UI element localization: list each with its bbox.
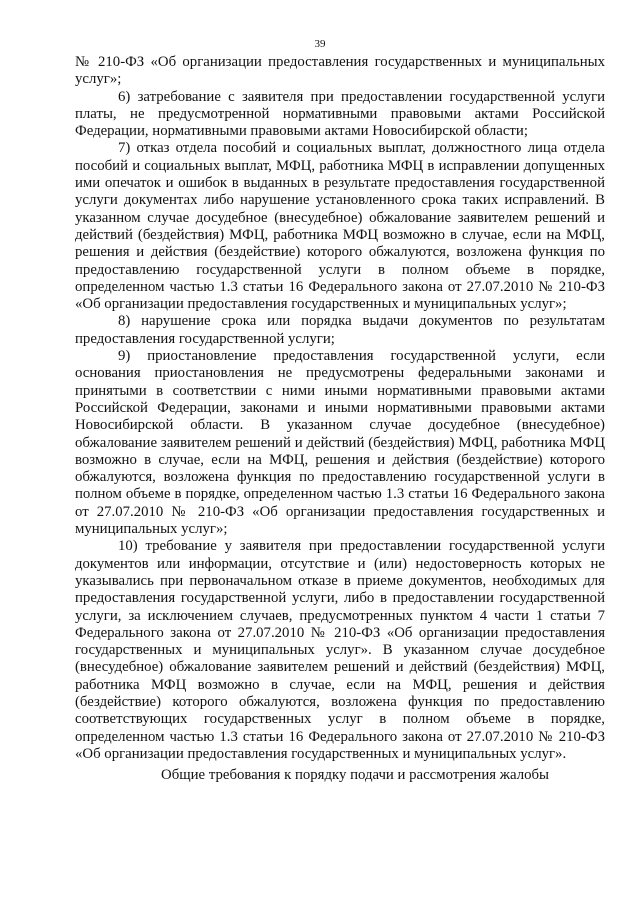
paragraph-item-7: 7) отказ отдела пособий и социальных выплат, должностного лица отдела пособий и социальных выплат, МФЦ, работника МФЦ в исправлении допущенных ими опечаток и ошибок в выданных в результате предоставления государственной услуги документах либо нарушение установленного срока таких исправлений. В указанном случае досудебное (внесудебное) обжалование заявителем решений и действий (бездействия) МФЦ, работника МФЦ возможно в случае, если на МФЦ, решения и действия (бездействие) которого обжалуются, возложена функция по предоставлению государственной услуги в полном объеме в порядке, определенном частью 1.3 статьи 16 Федерального закона от 27.07.2010 № 210-ФЗ «Об организации предоставления государственных и муниципальных услуг»;	[75, 140, 605, 313]
paragraph-item-8: 8) нарушение срока или порядка выдачи документов по результатам предоставления государственной услуги;	[75, 313, 605, 347]
paragraph-item-6: 6) затребование с заявителя при предоставлении государственной услуги платы, не предусмотренной нормативными правовыми актами Российской Федерации, нормативными правовыми актами Новосибирской области;	[75, 88, 605, 140]
paragraph-item-10: 10) требование у заявителя при предоставлении государственной услуги документов или информации, отсутствие и (или) недостоверность которых не указывались при первоначальном отказе в приеме документов, необходимых для предоставления государственной услуги, либо в предоставлении государственной услуги, за исключением случаев, предусмотренных пунктом 4 части 1 статьи 7 Федерального закона от 27.07.2010 № 210-ФЗ «Об организации предоставления государственных и муниципальных услуг». В указанном случае досудебное (внесудебное) обжалование заявителем решений и действий (бездействия) МФЦ, работника МФЦ возможно в случае, если на МФЦ, решения и действия (бездействие) которого обжалуются, возложена функция по предоставлению соответствующих государственных услуг в полном объеме в порядке, определенном частью 1.3 статьи 16 Федерального закона от 27.07.2010 № 210-ФЗ «Об организации предоставления государственных и муниципальных услуг».	[75, 538, 605, 762]
paragraph-item-9: 9) приостановление предоставления государственной услуги, если основания приостановления не предусмотрены федеральными законами и принятыми в соответствии с ними иными нормативными правовыми актами Российской Федерации, законами и иными нормативными правовыми актами Новосибирской области. В указанном случае досудебное (внесудебное) обжалование заявителем решений и действий (бездействия) МФЦ, работника МФЦ возможно в случае, если на МФЦ, решения и действия (бездействие) которого обжалуются, возложена функция по предоставлению государственной услуги в полном объеме в порядке, определенном частью 1.3 статьи 16 Федерального закона от 27.07.2010 № 210-ФЗ «Об организации предоставления государственных и муниципальных услуг»;	[75, 348, 605, 538]
document-body	[75, 54, 605, 784]
section-heading: Общие требования к порядку подачи и рассмотрения жалобы	[161, 767, 549, 784]
paragraph-continuation: № 210-ФЗ «Об организации предоставления государственных и муниципальных услуг»;	[75, 54, 605, 88]
page-number: 39	[314, 38, 326, 50]
